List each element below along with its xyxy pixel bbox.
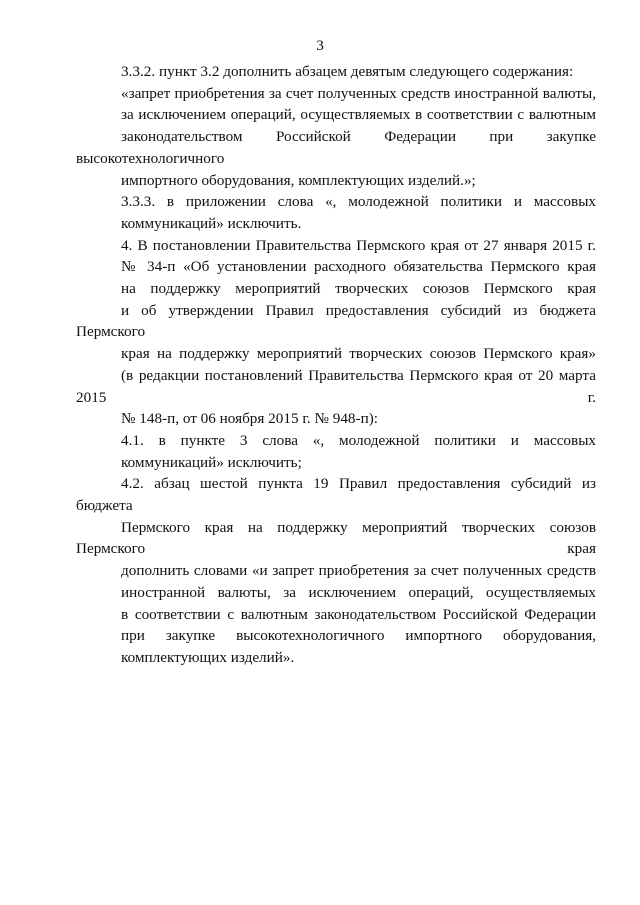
paragraph-p-4 — [76, 235, 596, 430]
text-line: коммуникаций» исключить; — [121, 453, 302, 471]
text-line: № 34-п «Об установлении расходного обязательства Пермского края — [121, 258, 596, 276]
text-line: коммуникаций» исключить. — [121, 214, 302, 232]
text-line: «запрет приобретения за счет полученных средств иностранной валюты, — [121, 84, 596, 102]
text-line: импортного оборудования, комплектующих изделий.»; — [121, 171, 476, 189]
paragraph-p-quote — [76, 83, 596, 192]
text-line: 4. В постановлении Правительства Пермского края от 27 января 2015 г. — [121, 236, 596, 254]
text-line: иностранной валюты, за исключением операций, осуществляемых — [121, 583, 596, 601]
text-line: комплектующих изделий». — [121, 648, 295, 666]
page-number: 3 — [316, 37, 324, 54]
paragraph-p-3-3-3 — [76, 191, 596, 234]
text-line: 4.2. абзац шестой пункта 19 Правил предоставления субсидий из бюджета — [76, 475, 596, 515]
text-line: (в редакции постановлений Правительства Пермского края от 20 марта 2015 г. — [76, 366, 596, 406]
document-body — [76, 61, 596, 669]
text-line: за исключением операций, осуществляемых в соответствии с валютным — [121, 106, 596, 124]
text-line: на поддержку мероприятий творческих союзов Пермского края — [121, 280, 596, 298]
text-line: Пермского края на поддержку мероприятий творческих союзов Пермского края — [76, 518, 596, 558]
text-line: 4.1. в пункте 3 слова «, молодежной политики и массовых — [121, 431, 596, 449]
text-line: 3.3.2. пункт 3.2 дополнить абзацем девятым следующего содержания: — [121, 63, 574, 80]
text-line: законодательством Российской Федерации при закупке высокотехнологичного — [76, 128, 596, 167]
text-line: № 148-п, от 06 ноября 2015 г. № 948-п): — [121, 410, 378, 428]
text-line: дополнить словами «и запрет приобретения за счет полученных средств — [121, 562, 596, 580]
text-line: 3.3.3. в приложении слова «, молодежной политики и массовых — [121, 193, 596, 211]
text-line: края на поддержку мероприятий творческих союзов Пермского края» — [121, 345, 596, 363]
text-line: при закупке высокотехнологичного импортного оборудования, — [121, 627, 596, 645]
paragraph-p-4-2 — [76, 473, 596, 668]
paragraph-p-4-1 — [76, 430, 596, 473]
text-line: в соответствии с валютным законодательством Российской Федерации — [121, 605, 596, 623]
text-line: и об утверждении Правил предоставления субсидий из бюджета Пермского — [76, 301, 596, 341]
paragraph-p-3-3-2 — [76, 61, 596, 83]
